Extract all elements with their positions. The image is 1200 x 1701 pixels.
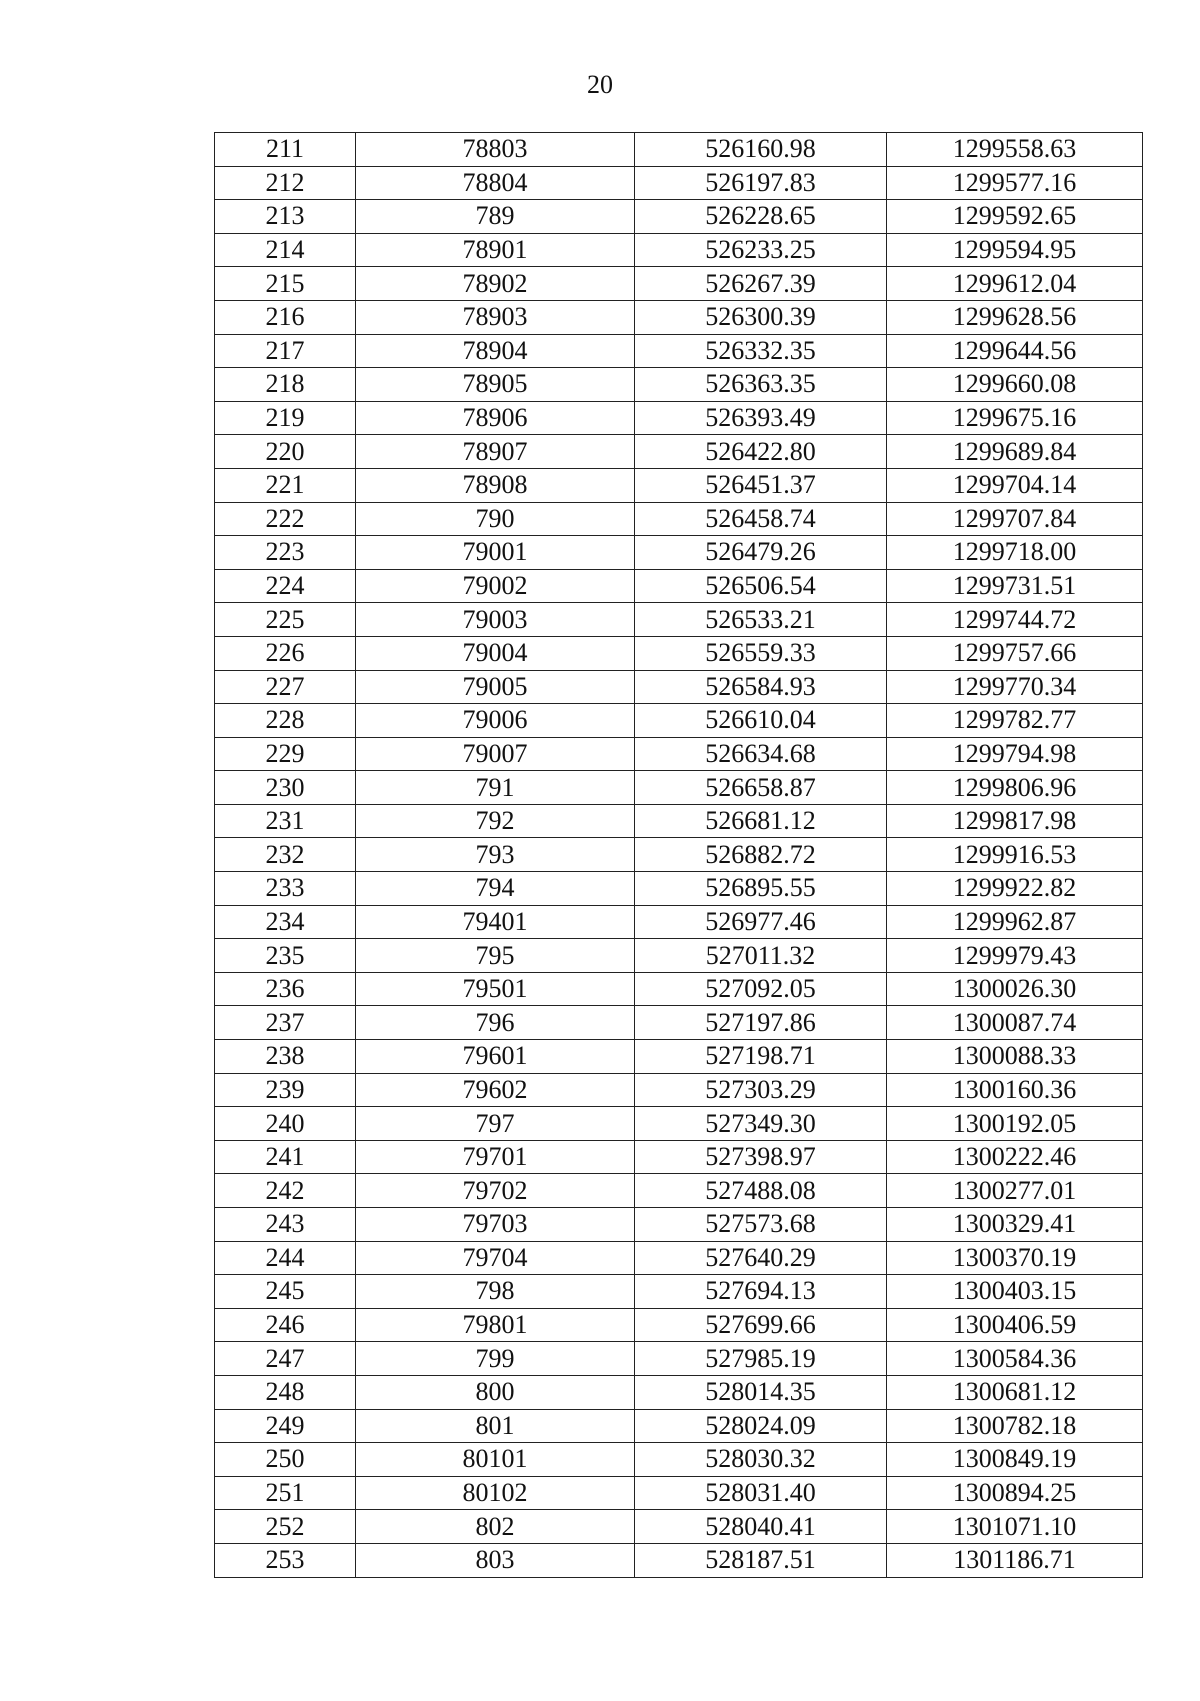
table-row <box>215 838 1143 872</box>
y-coordinate-cell: 1299922.82 <box>887 872 1143 906</box>
y-coordinate-cell: 1300277.01 <box>887 1174 1143 1208</box>
x-coordinate-cell: 526363.35 <box>635 368 887 402</box>
y-coordinate-cell: 1300681.12 <box>887 1375 1143 1409</box>
table-row <box>215 468 1143 502</box>
coordinates-table <box>214 132 1143 1578</box>
row-index-cell: 213 <box>215 200 356 234</box>
point-id-cell: 78902 <box>356 267 635 301</box>
row-index-cell: 241 <box>215 1140 356 1174</box>
y-coordinate-cell: 1299757.66 <box>887 636 1143 670</box>
row-index-cell: 247 <box>215 1342 356 1376</box>
x-coordinate-cell: 527488.08 <box>635 1174 887 1208</box>
point-id-cell: 79007 <box>356 737 635 771</box>
point-id-cell: 79003 <box>356 603 635 637</box>
table-row <box>215 1510 1143 1544</box>
table-row <box>215 905 1143 939</box>
table-row <box>215 1308 1143 1342</box>
y-coordinate-cell: 1299660.08 <box>887 368 1143 402</box>
y-coordinate-cell: 1300782.18 <box>887 1409 1143 1443</box>
x-coordinate-cell: 527197.86 <box>635 1006 887 1040</box>
y-coordinate-cell: 1299707.84 <box>887 502 1143 536</box>
y-coordinate-cell: 1299558.63 <box>887 133 1143 167</box>
y-coordinate-cell: 1299689.84 <box>887 435 1143 469</box>
x-coordinate-cell: 526895.55 <box>635 872 887 906</box>
row-index-cell: 235 <box>215 939 356 973</box>
row-index-cell: 246 <box>215 1308 356 1342</box>
y-coordinate-cell: 1301186.71 <box>887 1543 1143 1577</box>
y-coordinate-cell: 1301071.10 <box>887 1510 1143 1544</box>
x-coordinate-cell: 526533.21 <box>635 603 887 637</box>
row-index-cell: 222 <box>215 502 356 536</box>
y-coordinate-cell: 1299628.56 <box>887 300 1143 334</box>
table-row <box>215 737 1143 771</box>
row-index-cell: 230 <box>215 771 356 805</box>
row-index-cell: 236 <box>215 972 356 1006</box>
table-row <box>215 1174 1143 1208</box>
point-id-cell: 790 <box>356 502 635 536</box>
row-index-cell: 244 <box>215 1241 356 1275</box>
point-id-cell: 78908 <box>356 468 635 502</box>
x-coordinate-cell: 526300.39 <box>635 300 887 334</box>
x-coordinate-cell: 527573.68 <box>635 1208 887 1242</box>
row-index-cell: 226 <box>215 636 356 670</box>
y-coordinate-cell: 1299592.65 <box>887 200 1143 234</box>
y-coordinate-cell: 1299718.00 <box>887 536 1143 570</box>
row-index-cell: 221 <box>215 468 356 502</box>
table-row <box>215 1275 1143 1309</box>
x-coordinate-cell: 527699.66 <box>635 1308 887 1342</box>
point-id-cell: 79801 <box>356 1308 635 1342</box>
row-index-cell: 217 <box>215 334 356 368</box>
point-id-cell: 79004 <box>356 636 635 670</box>
point-id-cell: 79401 <box>356 905 635 939</box>
table-row <box>215 166 1143 200</box>
y-coordinate-cell: 1300403.15 <box>887 1275 1143 1309</box>
row-index-cell: 231 <box>215 804 356 838</box>
point-id-cell: 78803 <box>356 133 635 167</box>
y-coordinate-cell: 1299731.51 <box>887 569 1143 603</box>
point-id-cell: 78901 <box>356 233 635 267</box>
x-coordinate-cell: 526458.74 <box>635 502 887 536</box>
row-index-cell: 218 <box>215 368 356 402</box>
row-index-cell: 214 <box>215 233 356 267</box>
table-row <box>215 603 1143 637</box>
row-index-cell: 238 <box>215 1040 356 1074</box>
row-index-cell: 220 <box>215 435 356 469</box>
y-coordinate-cell: 1300160.36 <box>887 1073 1143 1107</box>
table-row <box>215 771 1143 805</box>
x-coordinate-cell: 526658.87 <box>635 771 887 805</box>
row-index-cell: 251 <box>215 1476 356 1510</box>
point-id-cell: 796 <box>356 1006 635 1040</box>
y-coordinate-cell: 1300088.33 <box>887 1040 1143 1074</box>
table-row <box>215 1443 1143 1477</box>
y-coordinate-cell: 1300087.74 <box>887 1006 1143 1040</box>
table-row <box>215 804 1143 838</box>
row-index-cell: 223 <box>215 536 356 570</box>
y-coordinate-cell: 1299612.04 <box>887 267 1143 301</box>
x-coordinate-cell: 528030.32 <box>635 1443 887 1477</box>
row-index-cell: 228 <box>215 704 356 738</box>
point-id-cell: 79005 <box>356 670 635 704</box>
y-coordinate-cell: 1299979.43 <box>887 939 1143 973</box>
table-row <box>215 1476 1143 1510</box>
table-row <box>215 670 1143 704</box>
row-index-cell: 215 <box>215 267 356 301</box>
point-id-cell: 801 <box>356 1409 635 1443</box>
y-coordinate-cell: 1299916.53 <box>887 838 1143 872</box>
point-id-cell: 79601 <box>356 1040 635 1074</box>
x-coordinate-cell: 526228.65 <box>635 200 887 234</box>
table-row <box>215 401 1143 435</box>
x-coordinate-cell: 528187.51 <box>635 1543 887 1577</box>
point-id-cell: 79602 <box>356 1073 635 1107</box>
x-coordinate-cell: 527398.97 <box>635 1140 887 1174</box>
row-index-cell: 243 <box>215 1208 356 1242</box>
point-id-cell: 80101 <box>356 1443 635 1477</box>
row-index-cell: 245 <box>215 1275 356 1309</box>
table-row <box>215 334 1143 368</box>
row-index-cell: 211 <box>215 133 356 167</box>
page-number: 20 <box>587 70 613 99</box>
point-id-cell: 797 <box>356 1107 635 1141</box>
x-coordinate-cell: 528024.09 <box>635 1409 887 1443</box>
y-coordinate-cell: 1299594.95 <box>887 233 1143 267</box>
point-id-cell: 789 <box>356 200 635 234</box>
y-coordinate-cell: 1299675.16 <box>887 401 1143 435</box>
y-coordinate-cell: 1300584.36 <box>887 1342 1143 1376</box>
table-row <box>215 972 1143 1006</box>
x-coordinate-cell: 526634.68 <box>635 737 887 771</box>
y-coordinate-cell: 1300406.59 <box>887 1308 1143 1342</box>
y-coordinate-cell: 1299770.34 <box>887 670 1143 704</box>
table-row <box>215 1006 1143 1040</box>
table-row <box>215 1107 1143 1141</box>
row-index-cell: 252 <box>215 1510 356 1544</box>
table-row <box>215 1040 1143 1074</box>
point-id-cell: 793 <box>356 838 635 872</box>
x-coordinate-cell: 527985.19 <box>635 1342 887 1376</box>
row-index-cell: 229 <box>215 737 356 771</box>
y-coordinate-cell: 1299806.96 <box>887 771 1143 805</box>
table-row <box>215 233 1143 267</box>
y-coordinate-cell: 1300192.05 <box>887 1107 1143 1141</box>
point-id-cell: 78903 <box>356 300 635 334</box>
row-index-cell: 240 <box>215 1107 356 1141</box>
table-row <box>215 435 1143 469</box>
table-row <box>215 1409 1143 1443</box>
row-index-cell: 212 <box>215 166 356 200</box>
row-index-cell: 253 <box>215 1543 356 1577</box>
point-id-cell: 803 <box>356 1543 635 1577</box>
table-body <box>215 133 1143 1578</box>
row-index-cell: 225 <box>215 603 356 637</box>
point-id-cell: 79501 <box>356 972 635 1006</box>
row-index-cell: 242 <box>215 1174 356 1208</box>
x-coordinate-cell: 528031.40 <box>635 1476 887 1510</box>
point-id-cell: 79006 <box>356 704 635 738</box>
x-coordinate-cell: 528040.41 <box>635 1510 887 1544</box>
x-coordinate-cell: 526681.12 <box>635 804 887 838</box>
row-index-cell: 224 <box>215 569 356 603</box>
y-coordinate-cell: 1299744.72 <box>887 603 1143 637</box>
point-id-cell: 798 <box>356 1275 635 1309</box>
table-row <box>215 569 1143 603</box>
x-coordinate-cell: 527349.30 <box>635 1107 887 1141</box>
x-coordinate-cell: 526559.33 <box>635 636 887 670</box>
table-row <box>215 939 1143 973</box>
point-id-cell: 79701 <box>356 1140 635 1174</box>
point-id-cell: 78905 <box>356 368 635 402</box>
table-row <box>215 1140 1143 1174</box>
row-index-cell: 233 <box>215 872 356 906</box>
x-coordinate-cell: 526479.26 <box>635 536 887 570</box>
y-coordinate-cell: 1299782.77 <box>887 704 1143 738</box>
table-row <box>215 133 1143 167</box>
y-coordinate-cell: 1300026.30 <box>887 972 1143 1006</box>
row-index-cell: 234 <box>215 905 356 939</box>
x-coordinate-cell: 526393.49 <box>635 401 887 435</box>
point-id-cell: 78804 <box>356 166 635 200</box>
x-coordinate-cell: 526451.37 <box>635 468 887 502</box>
y-coordinate-cell: 1300222.46 <box>887 1140 1143 1174</box>
x-coordinate-cell: 527640.29 <box>635 1241 887 1275</box>
x-coordinate-cell: 526233.25 <box>635 233 887 267</box>
x-coordinate-cell: 526422.80 <box>635 435 887 469</box>
point-id-cell: 79703 <box>356 1208 635 1242</box>
table-row <box>215 1375 1143 1409</box>
y-coordinate-cell: 1299962.87 <box>887 905 1143 939</box>
y-coordinate-cell: 1299577.16 <box>887 166 1143 200</box>
point-id-cell: 80102 <box>356 1476 635 1510</box>
table-row <box>215 300 1143 334</box>
row-index-cell: 216 <box>215 300 356 334</box>
point-id-cell: 79001 <box>356 536 635 570</box>
point-id-cell: 795 <box>356 939 635 973</box>
x-coordinate-cell: 526584.93 <box>635 670 887 704</box>
point-id-cell: 799 <box>356 1342 635 1376</box>
point-id-cell: 794 <box>356 872 635 906</box>
x-coordinate-cell: 527303.29 <box>635 1073 887 1107</box>
point-id-cell: 78907 <box>356 435 635 469</box>
x-coordinate-cell: 526977.46 <box>635 905 887 939</box>
point-id-cell: 802 <box>356 1510 635 1544</box>
table-row <box>215 1342 1143 1376</box>
point-id-cell: 800 <box>356 1375 635 1409</box>
row-index-cell: 239 <box>215 1073 356 1107</box>
y-coordinate-cell: 1299704.14 <box>887 468 1143 502</box>
x-coordinate-cell: 527092.05 <box>635 972 887 1006</box>
x-coordinate-cell: 526267.39 <box>635 267 887 301</box>
table-row <box>215 536 1143 570</box>
table-row <box>215 200 1143 234</box>
table-row <box>215 1073 1143 1107</box>
x-coordinate-cell: 526610.04 <box>635 704 887 738</box>
table-row <box>215 636 1143 670</box>
point-id-cell: 79702 <box>356 1174 635 1208</box>
x-coordinate-cell: 527011.32 <box>635 939 887 973</box>
y-coordinate-cell: 1300894.25 <box>887 1476 1143 1510</box>
point-id-cell: 78906 <box>356 401 635 435</box>
x-coordinate-cell: 526332.35 <box>635 334 887 368</box>
y-coordinate-cell: 1300849.19 <box>887 1443 1143 1477</box>
x-coordinate-cell: 528014.35 <box>635 1375 887 1409</box>
x-coordinate-cell: 526882.72 <box>635 838 887 872</box>
x-coordinate-cell: 527694.13 <box>635 1275 887 1309</box>
y-coordinate-cell: 1299644.56 <box>887 334 1143 368</box>
x-coordinate-cell: 526197.83 <box>635 166 887 200</box>
table-row <box>215 502 1143 536</box>
point-id-cell: 79704 <box>356 1241 635 1275</box>
point-id-cell: 78904 <box>356 334 635 368</box>
point-id-cell: 79002 <box>356 569 635 603</box>
row-index-cell: 227 <box>215 670 356 704</box>
row-index-cell: 232 <box>215 838 356 872</box>
x-coordinate-cell: 527198.71 <box>635 1040 887 1074</box>
x-coordinate-cell: 526506.54 <box>635 569 887 603</box>
table-row <box>215 1208 1143 1242</box>
y-coordinate-cell: 1299794.98 <box>887 737 1143 771</box>
table-row <box>215 1543 1143 1577</box>
row-index-cell: 248 <box>215 1375 356 1409</box>
y-coordinate-cell: 1299817.98 <box>887 804 1143 838</box>
x-coordinate-cell: 526160.98 <box>635 133 887 167</box>
y-coordinate-cell: 1300370.19 <box>887 1241 1143 1275</box>
table-row <box>215 267 1143 301</box>
point-id-cell: 791 <box>356 771 635 805</box>
table-row <box>215 1241 1143 1275</box>
row-index-cell: 250 <box>215 1443 356 1477</box>
y-coordinate-cell: 1300329.41 <box>887 1208 1143 1242</box>
point-id-cell: 792 <box>356 804 635 838</box>
table-row <box>215 368 1143 402</box>
row-index-cell: 249 <box>215 1409 356 1443</box>
row-index-cell: 237 <box>215 1006 356 1040</box>
row-index-cell: 219 <box>215 401 356 435</box>
table-row <box>215 872 1143 906</box>
table-row <box>215 704 1143 738</box>
